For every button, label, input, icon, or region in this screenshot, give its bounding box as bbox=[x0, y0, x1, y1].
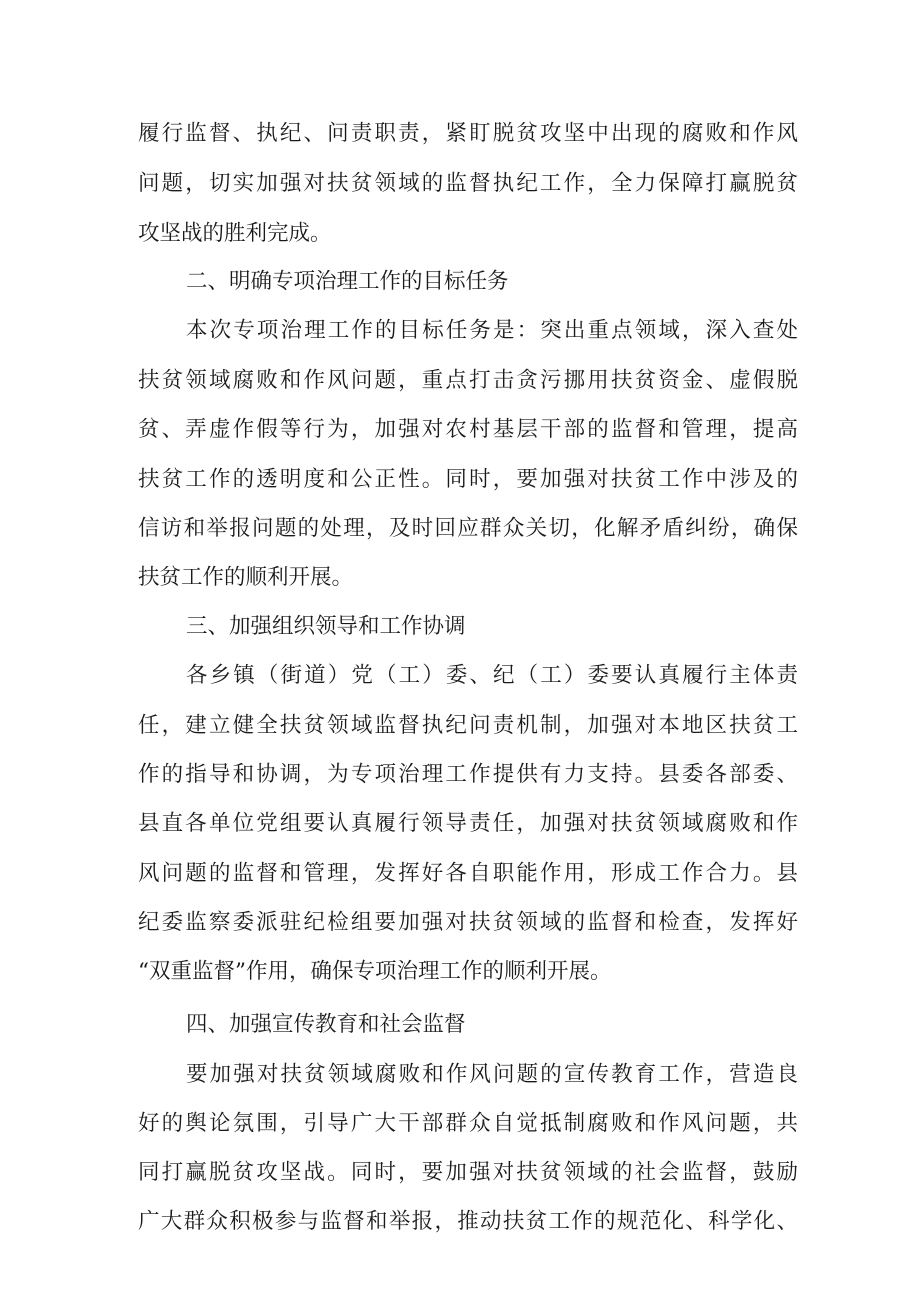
paragraph-1-line-1: 履行监督、执纪、问责职责，紧盯脱贫攻坚中出现的腐败和作风 bbox=[138, 121, 798, 146]
paragraph-2-line-3: 贫、弄虚作假等行为，加强对农村基层干部的监督和管理，提高 bbox=[138, 417, 798, 442]
paragraph-2-line-2: 扶贫领域腐败和作风问题，重点打击贪污挪用扶贫资金、虚假脱 bbox=[138, 368, 798, 393]
paragraph-3-line-2: 任，建立健全扶贫领域监督执纪问责机制，加强对本地区扶贫工 bbox=[138, 713, 798, 738]
paragraph-2-line-1: 本次专项治理工作的目标任务是：突出重点领域，深入查处 bbox=[186, 318, 798, 343]
paragraph-3-line-4: 县直各单位党组要认真履行领导责任，加强对扶贫领域腐败和作 bbox=[138, 811, 798, 836]
paragraph-4-line-4: 广大群众积极参与监督和举报，推动扶贫工作的规范化、科学化、 bbox=[138, 1209, 798, 1234]
section-heading-4: 四、加强宣传教育和社会监督 bbox=[186, 1012, 466, 1037]
paragraph-1-line-2: 问题，切实加强对扶贫领域的监督执纪工作，全力保障打赢脱贫 bbox=[138, 171, 798, 196]
paragraph-3-line-7: “双重监督”作用，确保专项治理工作的顺利开展。 bbox=[138, 959, 612, 984]
paragraph-1-line-3: 攻坚战的胜利完成。 bbox=[138, 221, 332, 246]
paragraph-3-line-6: 纪委监察委派驻纪检组要加强对扶贫领域的监督和检查，发挥好 bbox=[138, 910, 798, 935]
paragraph-3-line-1: 各乡镇（街道）党（工）委、纪（工）委要认真履行主体责 bbox=[186, 663, 798, 688]
section-heading-2: 二、明确专项治理工作的目标任务 bbox=[186, 269, 509, 294]
paragraph-4-line-3: 同打赢脱贫攻坚战。同时，要加强对扶贫领域的社会监督，鼓励 bbox=[138, 1160, 798, 1185]
paragraph-2-line-6: 扶贫工作的顺利开展。 bbox=[138, 565, 354, 590]
paragraph-3-line-5: 风问题的监督和管理，发挥好各自职能作用，形成工作合力。县 bbox=[138, 861, 798, 886]
paragraph-4-line-2: 好的舆论氛围，引导广大干部群众自觉抵制腐败和作风问题，共 bbox=[138, 1111, 798, 1136]
paragraph-2-line-4: 扶贫工作的透明度和公正性。同时，要加强对扶贫工作中涉及的 bbox=[138, 467, 798, 492]
paragraph-3-line-3: 作的指导和协调，为专项治理工作提供有力支持。县委各部委、 bbox=[138, 762, 798, 787]
paragraph-4-line-1: 要加强对扶贫领域腐败和作风问题的宣传教育工作，营造良 bbox=[186, 1062, 798, 1087]
paragraph-2-line-5: 信访和举报问题的处理，及时回应群众关切，化解矛盾纠纷，确保 bbox=[138, 516, 798, 541]
section-heading-3: 三、加强组织领导和工作协调 bbox=[186, 614, 466, 639]
